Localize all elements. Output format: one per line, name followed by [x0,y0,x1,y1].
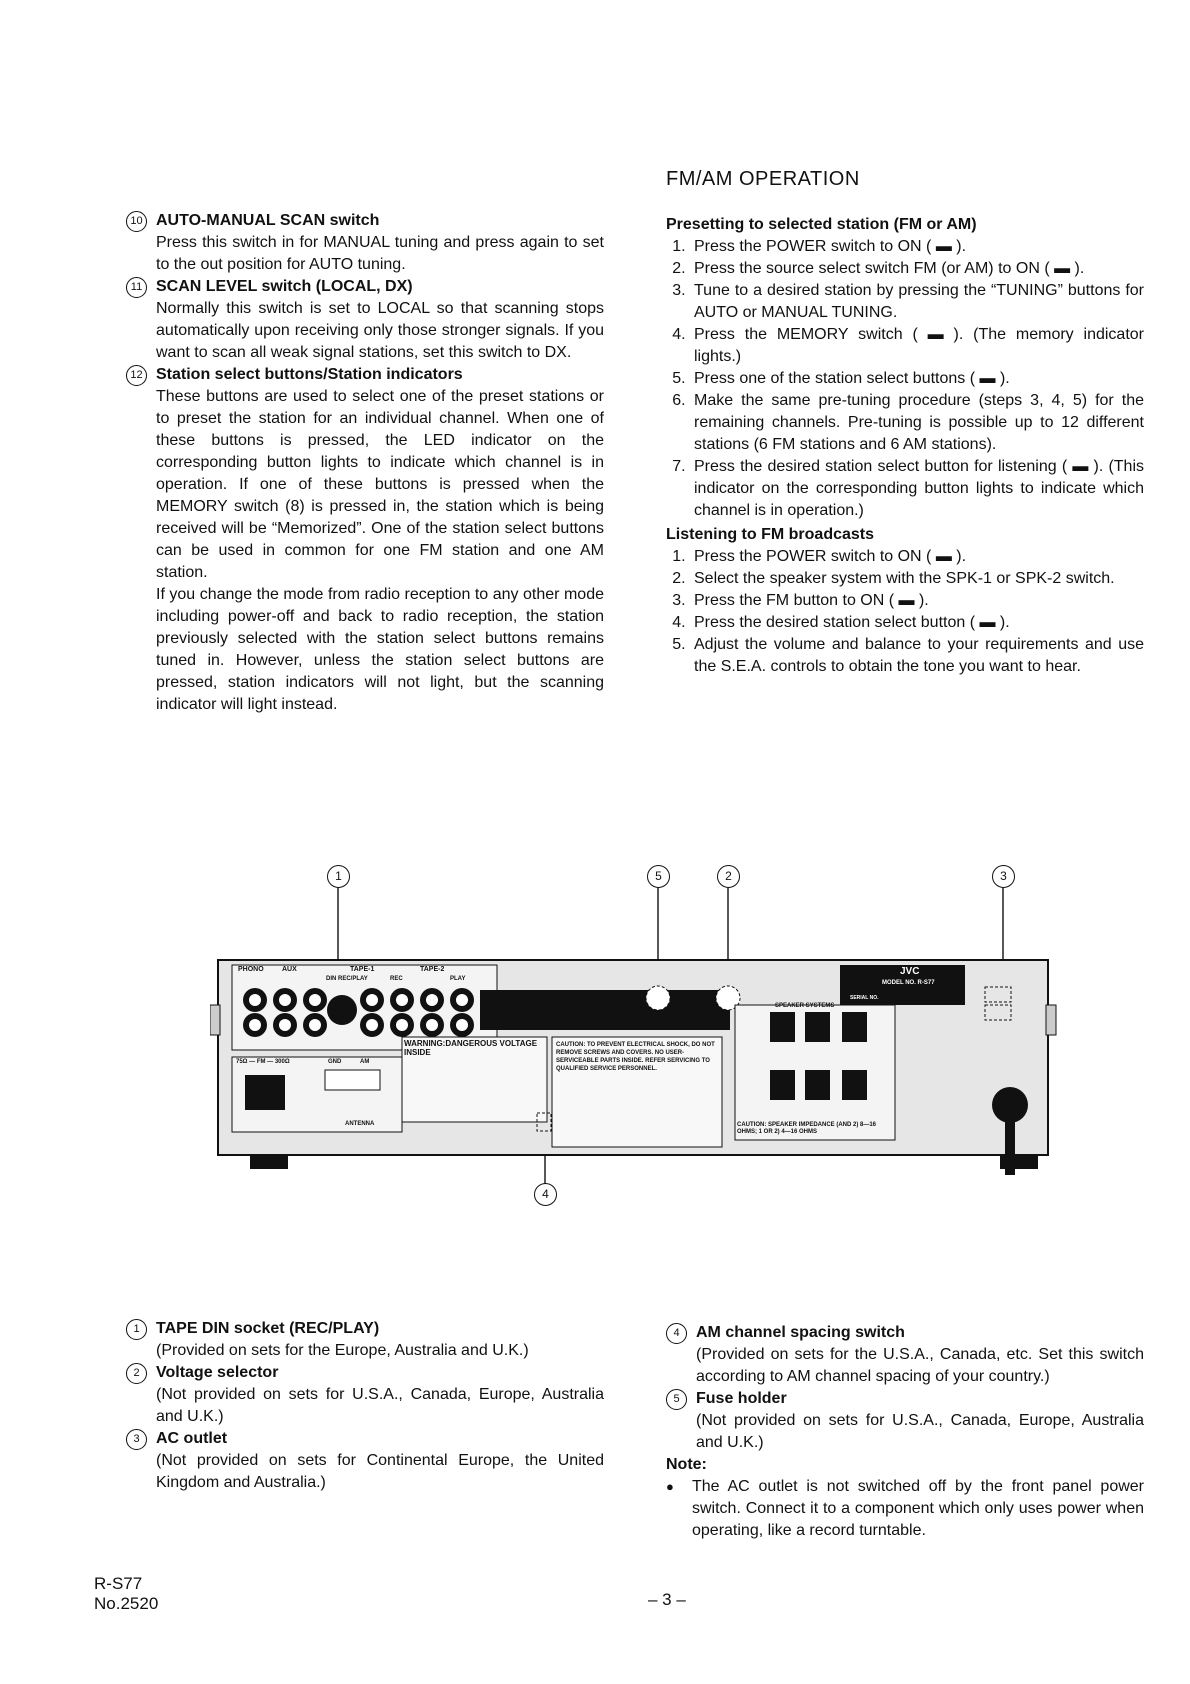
item-body: (Not provided on sets for Continental Europe, the United Kingdom and Australia.) [156,1452,604,1491]
step-item: 1. Press the POWER switch to ON ( ▬ ). [690,546,1144,568]
step-item: 3. Press the FM button to ON ( ▬ ). [690,590,1144,612]
page-number: – 3 – [648,1590,686,1609]
item-title: Fuse holder [696,1390,787,1407]
item-heading [126,364,604,386]
label-rec: REC [390,976,403,982]
rear-panel-diagram [210,865,1060,1215]
item-heading [126,1318,604,1340]
item-title: SCAN LEVEL switch (LOCAL, DX) [156,278,413,295]
item-number: 5 [666,1389,687,1410]
item-number: 12 [126,365,147,386]
note-text: ● The AC outlet is not switched off by the front panel power switch. Connect it to a component which only uses power when operating, like a record turntable. [666,1476,1144,1542]
label-serial: SERIAL NO. [850,995,879,1001]
step-item: 2. Press the source select switch FM (or AM) to ON ( ▬ ). [690,258,1144,280]
bottom-right-column [666,1322,1144,1542]
item-heading [126,1428,604,1450]
item-paragraph: Normally this switch is set to LOCAL so that scanning stops automatically upon receiving only those stronger signals. If you want to scan all weak signal stations, set this switch to DX. [156,300,604,361]
step-item: 4. Press the MEMORY switch ( ▬ ). (The memory indicator lights.) [690,324,1144,368]
listen-heading: Listening to FM broadcasts [666,526,875,543]
item-heading [126,210,604,232]
rear-panel-illustration [210,865,1060,1215]
label-warning: WARNING:DANGEROUS VOLTAGE INSIDE [404,1039,538,1057]
item-number: 2 [126,1363,147,1384]
label-din: DIN REC/PLAY [326,976,368,982]
item-body [126,298,604,364]
bottom-left-column [126,1318,604,1494]
callout-1: 1 [327,865,350,888]
right-column [666,212,1144,678]
step-item: 4. Press the desired station select button ( ▬ ). [690,612,1144,634]
item-paragraph: These buttons are used to select one of the preset stations or to preset the station for an individual channel. When one of these buttons is pressed, the LED indicator on the corresponding button lights to indicate which channel is in operation. If one of these buttons is pressed when the MEMORY switch (8) is pressed in, the station which is being received will be “Memorized”. One of the station select buttons can be used in common for one FM station and one AM station. [156,388,604,581]
item-paragraph: If you change the mode from radio reception to any other mode including power-off and back to radio reception, the station previously selected with the station select buttons remains tuned in. However, unless the station select buttons are pressed, station indicators will not light, but the scanning indicator will light instead. [156,586,604,713]
item-number: 1 [126,1319,147,1340]
label-play: PLAY [450,976,466,982]
item-title: Voltage selector [156,1364,279,1381]
item-paragraph: Press this switch in for MANUAL tuning and press again to set to the out position for AUTO tuning. [156,234,604,273]
step-item: 6. Make the same pre-tuning procedure (steps 3, 4, 5) for the remaining channels. Pre-tuning is possible up to 12 different stations (6 FM stations and 6 AM stations). [690,390,1144,456]
item-body [126,232,604,276]
label-tape2: TAPE-2 [420,966,445,973]
step-item: 3. Tune to a desired station by pressing the “TUNING” buttons for AUTO or MANUAL TUNING. [690,280,1144,324]
callout-4: 4 [534,1183,557,1206]
document-number: No.2520 [94,1594,159,1613]
footer-model [94,1574,158,1614]
item-title: TAPE DIN socket (REC/PLAY) [156,1320,380,1337]
step-item: 2. Select the speaker system with the SPK-1 or SPK-2 switch. [690,568,1144,590]
note-label: Note: [666,1456,707,1473]
step-item: 1. Press the POWER switch to ON ( ▬ ). [690,236,1144,258]
item-body: (Provided on sets for the Europe, Australia and U.K.) [156,1342,529,1359]
label-antenna: ANTENNA [345,1121,375,1127]
item-heading [666,1322,1144,1344]
label-phono: PHONO [238,966,264,973]
item-title: Station select buttons/Station indicators [156,366,463,383]
left-column [126,210,604,716]
item-number: 3 [126,1429,147,1450]
item-number: 10 [126,211,147,232]
step-item: 5. Adjust the volume and balance to your requirements and use the S.E.A. controls to obtain the tone you want to hear. [690,634,1144,678]
callout-2: 2 [717,865,740,888]
item-number: 4 [666,1323,687,1344]
item-body: (Not provided on sets for U.S.A., Canada, Europe, Australia and U.K.) [696,1412,1144,1451]
label-tape1: TAPE-1 [350,966,375,973]
label-fm: 75Ω — FM — 300Ω [236,1059,290,1065]
item-heading [126,1362,604,1384]
label-model: MODEL NO. R-S77 [882,980,935,986]
item-title: AC outlet [156,1430,228,1447]
label-am: AM [360,1059,370,1065]
model-number: R-S77 [94,1574,143,1593]
item-body: (Not provided on sets for U.S.A., Canada, Europe, Australia and U.K.) [156,1386,604,1425]
item-heading [126,276,604,298]
label-gnd: GND [328,1059,342,1065]
step-item: 5. Press one of the station select buttons ( ▬ ). [690,368,1144,390]
label-speaker-caution: CAUTION: SPEAKER IMPEDANCE (AND 2) 8—16 OHMS; 1 OR 2) 4—16 OHMS [737,1122,877,1135]
item-title: AUTO-MANUAL SCAN switch [156,212,380,229]
step-item: 7. Press the desired station select button for listening ( ▬ ). (This indicator on the corresponding button lights to indicate which channel is in operation.) [690,456,1144,522]
item-body: (Provided on sets for the U.S.A., Canada, etc. Set this switch according to AM channel spacing of your country.) [696,1346,1144,1385]
fm-am-title: FM/AM OPERATION [666,168,860,190]
item-body [126,386,604,716]
callout-3: 3 [992,865,1015,888]
listen-steps [666,546,1144,678]
item-title: AM channel spacing switch [696,1324,905,1341]
preset-heading: Presetting to selected station (FM or AM) [666,216,977,233]
callout-5: 5 [647,865,670,888]
item-heading [666,1388,1144,1410]
label-brand: JVC [900,966,920,977]
label-caution: CAUTION: TO PREVENT ELECTRICAL SHOCK, DO NOT REMOVE SCREWS AND COVERS. NO USER-SERVICEABLE PARTS INSIDE. REFER SERVICING TO QUALIFIED SERVICE PERSONNEL. [556,1042,715,1072]
label-aux: AUX [282,966,297,973]
item-number: 11 [126,277,147,298]
label-speaker-systems: SPEAKER SYSTEMS [775,1003,835,1009]
preset-steps [666,236,1144,522]
